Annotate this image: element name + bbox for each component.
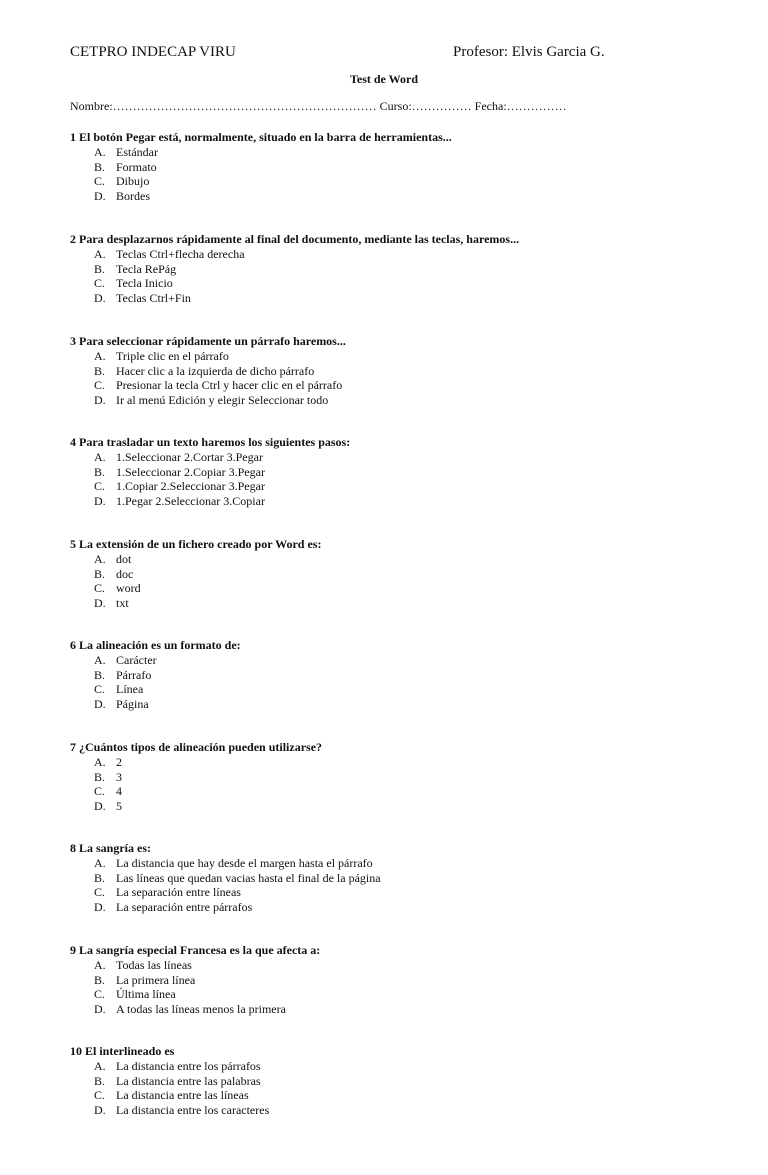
answer-options <box>70 450 750 508</box>
option-text: 1.Pegar 2.Seleccionar 3.Copiar <box>116 493 265 508</box>
option-letter: D. <box>94 493 106 508</box>
option-text: 3 <box>116 769 122 784</box>
question-10 <box>70 1044 750 1117</box>
question-2 <box>70 232 750 305</box>
option-text: La distancia entre las líneas <box>116 1088 249 1103</box>
answer-option <box>70 885 750 900</box>
option-letter: A. <box>94 349 106 363</box>
option-text: Dibujo <box>116 174 150 189</box>
answer-option <box>70 973 750 988</box>
option-letter: A. <box>94 1059 106 1073</box>
answer-options <box>70 552 750 610</box>
option-letter: A. <box>94 450 106 464</box>
option-letter: B. <box>94 667 106 682</box>
answer-option <box>70 479 750 494</box>
answer-option <box>70 552 750 567</box>
answer-options <box>70 247 750 305</box>
option-text: Presionar la tecla Ctrl y hacer clic en el párrafo <box>116 378 343 393</box>
option-text: 5 <box>116 798 122 813</box>
option-text: La primera línea <box>116 972 196 987</box>
question-text: 5 La extensión de un fichero creado por Word es: <box>70 537 322 551</box>
answer-option <box>70 784 750 799</box>
option-letter: D. <box>94 899 106 914</box>
question-text: 9 La sangría especial Francesa es la que afecta a: <box>70 943 321 957</box>
option-text: 1.Seleccionar 2.Copiar 3.Pegar <box>116 464 265 479</box>
answer-options <box>70 856 750 914</box>
option-text: A todas las líneas menos la primera <box>116 1001 286 1016</box>
option-text: La separación entre párrafos <box>116 899 253 914</box>
option-text: Teclas Ctrl+Fin <box>116 290 191 305</box>
option-letter: B. <box>94 870 106 885</box>
option-letter: B. <box>94 769 106 784</box>
answer-option <box>70 291 750 306</box>
option-text: 2 <box>116 755 122 769</box>
option-letter: A. <box>94 552 106 566</box>
option-text: Carácter <box>116 653 157 667</box>
question-text: 10 El interlineado es <box>70 1044 175 1058</box>
option-letter: B. <box>94 566 106 581</box>
option-letter: C. <box>94 479 106 494</box>
answer-option <box>70 349 750 364</box>
answer-option <box>70 799 750 814</box>
option-text: doc <box>116 566 134 581</box>
answer-option <box>70 174 750 189</box>
answer-options <box>70 958 750 1016</box>
option-letter: C. <box>94 987 106 1002</box>
option-letter: D. <box>94 392 106 407</box>
answer-options <box>70 755 750 813</box>
answer-option <box>70 494 750 509</box>
option-text: Página <box>116 696 149 711</box>
option-text: 4 <box>116 784 122 799</box>
option-letter: A. <box>94 145 106 159</box>
option-letter: C. <box>94 378 106 393</box>
option-text: Las líneas que quedan vacias hasta el final de la página <box>116 870 381 885</box>
option-letter: D. <box>94 290 106 305</box>
option-letter: A. <box>94 653 106 667</box>
answer-option <box>70 697 750 712</box>
question-text: 1 El botón Pegar está, normalmente, situado en la barra de herramientas... <box>70 130 452 144</box>
answer-option <box>70 871 750 886</box>
option-text: Bordes <box>116 188 150 203</box>
option-letter: D. <box>94 1001 106 1016</box>
option-letter: C. <box>94 581 106 596</box>
option-text: Triple clic en el párrafo <box>116 349 229 363</box>
option-letter: C. <box>94 682 106 697</box>
question-text: 2 Para desplazarnos rápidamente al final del documento, mediante las teclas, haremos... <box>70 232 520 246</box>
option-text: Tecla RePág <box>116 261 177 276</box>
answer-option <box>70 567 750 582</box>
question-text: 8 La sangría es: <box>70 841 151 855</box>
option-text: La distancia entre los párrafos <box>116 1059 261 1073</box>
option-letter: B. <box>94 464 106 479</box>
option-letter: A. <box>94 856 106 870</box>
option-letter: B. <box>94 1073 106 1088</box>
question-6 <box>70 638 750 711</box>
option-letter: D. <box>94 595 106 610</box>
option-letter: C. <box>94 1088 106 1103</box>
option-text: Todas las líneas <box>116 958 192 972</box>
answer-option <box>70 668 750 683</box>
option-text: Teclas Ctrl+flecha derecha <box>116 247 245 261</box>
answer-option <box>70 276 750 291</box>
answer-option <box>70 189 750 204</box>
answer-option <box>70 450 750 465</box>
option-text: La separación entre líneas <box>116 885 241 900</box>
answer-option <box>70 770 750 785</box>
answer-option <box>70 755 750 770</box>
option-text: 1.Seleccionar 2.Cortar 3.Pegar <box>116 450 263 464</box>
answer-option <box>70 364 750 379</box>
answer-option <box>70 465 750 480</box>
answer-option <box>70 247 750 262</box>
option-letter: C. <box>94 276 106 291</box>
option-text: Ir al menú Edición y elegir Seleccionar todo <box>116 392 329 407</box>
student-info-line: Nombre:………………………………………………………… Curso:…………… Fecha:…………… <box>70 99 567 113</box>
option-text: La distancia entre los caracteres <box>116 1102 270 1117</box>
answer-options <box>70 1059 750 1117</box>
answer-options <box>70 653 750 711</box>
answer-option <box>70 1074 750 1089</box>
answer-option <box>70 262 750 277</box>
option-text: La distancia que hay desde el margen hasta el párrafo <box>116 856 373 870</box>
answer-options <box>70 145 750 203</box>
option-letter: C. <box>94 784 106 799</box>
option-letter: B. <box>94 261 106 276</box>
option-text: Última línea <box>116 987 176 1002</box>
option-letter: B. <box>94 363 106 378</box>
option-text: La distancia entre las palabras <box>116 1073 261 1088</box>
answer-option <box>70 581 750 596</box>
answer-options <box>70 349 750 407</box>
option-text: dot <box>116 552 132 566</box>
option-letter: C. <box>94 174 106 189</box>
answer-option <box>70 1103 750 1118</box>
question-text: 3 Para seleccionar rápidamente un párrafo haremos... <box>70 334 346 348</box>
answer-option <box>70 1059 750 1074</box>
option-letter: B. <box>94 972 106 987</box>
question-9 <box>70 943 750 1016</box>
option-letter: B. <box>94 159 106 174</box>
question-text: 6 La alineación es un formato de: <box>70 638 241 652</box>
option-text: Párrafo <box>116 667 152 682</box>
option-text: Tecla Inicio <box>116 276 173 291</box>
answer-option <box>70 1002 750 1017</box>
option-letter: C. <box>94 885 106 900</box>
option-text: Estándar <box>116 145 158 159</box>
answer-option <box>70 987 750 1002</box>
answer-option <box>70 856 750 871</box>
question-text: 7 ¿Cuántos tipos de alineación pueden utilizarse? <box>70 740 323 754</box>
answer-option <box>70 653 750 668</box>
answer-option <box>70 145 750 160</box>
option-letter: A. <box>94 755 106 769</box>
question-5 <box>70 537 750 610</box>
question-4 <box>70 435 750 508</box>
answer-option <box>70 393 750 408</box>
document-title: Test de Word <box>349 72 418 86</box>
answer-option <box>70 1088 750 1103</box>
question-3 <box>70 334 750 407</box>
option-letter: D. <box>94 1102 106 1117</box>
question-8 <box>70 841 750 914</box>
option-letter: A. <box>94 247 106 261</box>
answer-option <box>70 596 750 611</box>
teacher-name: Profesor: Elvis Garcia G. <box>453 44 605 60</box>
answer-option <box>70 378 750 393</box>
option-text: Formato <box>116 159 157 174</box>
option-text: Línea <box>116 682 144 697</box>
option-letter: A. <box>94 958 106 972</box>
question-1 <box>70 130 750 203</box>
answer-option <box>70 900 750 915</box>
option-letter: D. <box>94 798 106 813</box>
option-letter: D. <box>94 188 106 203</box>
answer-option <box>70 958 750 973</box>
option-text: txt <box>116 595 129 610</box>
answer-option <box>70 160 750 175</box>
option-text: Hacer clic a la izquierda de dicho párrafo <box>116 363 315 378</box>
question-7 <box>70 740 750 813</box>
option-text: 1.Copiar 2.Seleccionar 3.Pegar <box>116 479 265 494</box>
answer-option <box>70 682 750 697</box>
option-text: word <box>116 581 141 596</box>
option-letter: D. <box>94 696 106 711</box>
question-text: 4 Para trasladar un texto haremos los siguientes pasos: <box>70 435 351 449</box>
school-name: CETPRO INDECAP VIRU <box>70 44 236 60</box>
